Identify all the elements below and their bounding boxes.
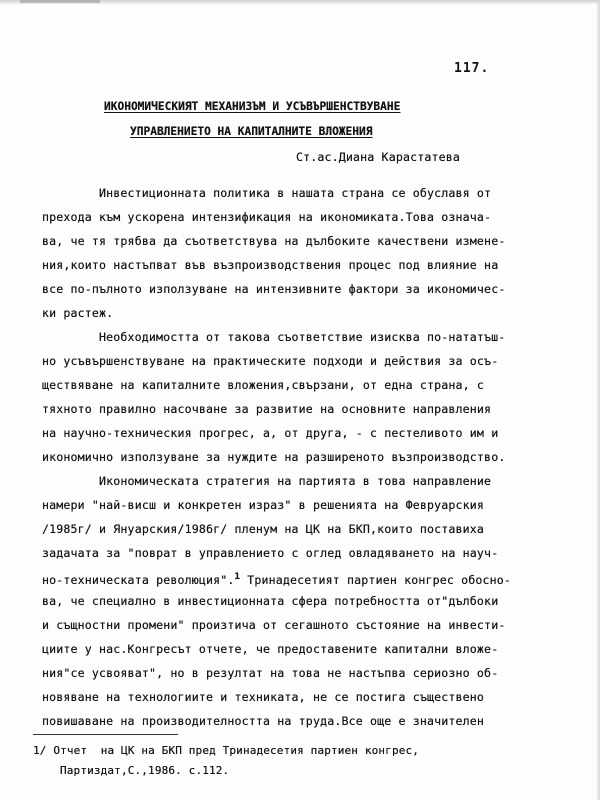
body-line: задачата за "поврат в управлението с оглед овладяването на науч- [42, 546, 499, 560]
body-line: но усъвършенствуване на практическите подходи и действия за осъ- [42, 354, 499, 368]
body-line: /1985г/ и Януарския/1986г/ пленум на ЦК на БКП,които поставиха [42, 522, 485, 536]
body-line [42, 570, 511, 587]
title-line-1: ИКОНОМИЧЕСКИЯТ МЕХАНИЗЪМ И УСЪВЪРШЕНСТВУВАНЕ [104, 100, 401, 113]
body-line: тяхното правилно насочване за развитие на основните направления [42, 402, 492, 416]
footnote-reference[interactable]: 1 [234, 572, 241, 582]
body-line: и същностни промени" произтича от сегашното състояние на инвести- [42, 618, 506, 632]
body-line: намери "най-висш и конкретен израз" в решенията на Февруарския [42, 498, 485, 512]
body-line: ки растеж. [42, 306, 114, 320]
page-number: 117. [454, 61, 490, 76]
body-line: прехода към ускорена интензификация на икономиката.Това означа- [42, 210, 492, 224]
body-line: ва, че тя трябва да съответствува на дълбоките качествени измене- [42, 234, 506, 248]
body-line: новяване на технологиите и техниката, не се постига съществено [42, 690, 485, 704]
author-line: Ст.ас.Диана Карастатева [296, 150, 460, 164]
body-line-segment: Тринадесетият партиен конгрес обоснo- [240, 573, 512, 587]
body-line: ния,които настъпват във възпроизводствения процес под влияние на [42, 258, 499, 272]
body-line: Инвестиционната политика в нашата страна се обуславя от [99, 186, 492, 200]
footnote-line-2: Партиздат,С.,1986. с.112. [60, 764, 230, 777]
body-line: ния"се усвояват", но в резултат на това не настъпва сериозно об- [42, 666, 499, 680]
body-line: ществяване на капиталните вложения,свързани, от една страна, с [42, 378, 485, 392]
body-line: все по-пълното използуване на интензивните фактори за икономичес- [42, 282, 506, 296]
title-line-2: УПРАВЛЕНИЕТО НА КАПИТАЛНИТЕ ВЛОЖЕНИЯ [130, 125, 373, 138]
body-line: циите у нас.Конгресът отчете, че предоставените капитални вложе- [42, 642, 499, 656]
body-line: Необходимостта от такова съответствие изисква по-нататъш- [99, 330, 506, 344]
footnote-line-1: 1/ Отчет на ЦК на БКП пред Тринадесетия партиен конгрес, [33, 744, 420, 757]
footnote-divider [33, 734, 178, 735]
body-line: повишаване на производителността на труда.Все още е значителен [42, 714, 485, 728]
scan-edge-right [596, 0, 600, 800]
body-line: ва, че специално в инвестиционната сфера потребността от"дълбоки [42, 594, 499, 608]
scan-mark [20, 0, 100, 3]
body-line: на научно-техническия прогрес, а, от друга, - с пестеливото им и [42, 426, 499, 440]
body-line: икономично използуване за нуждите на разширеното възпроизводство. [42, 450, 506, 464]
body-line: Икономическата стратегия на партията в това направление [99, 474, 492, 488]
body-line-segment: но-техническата революция". [42, 573, 235, 587]
